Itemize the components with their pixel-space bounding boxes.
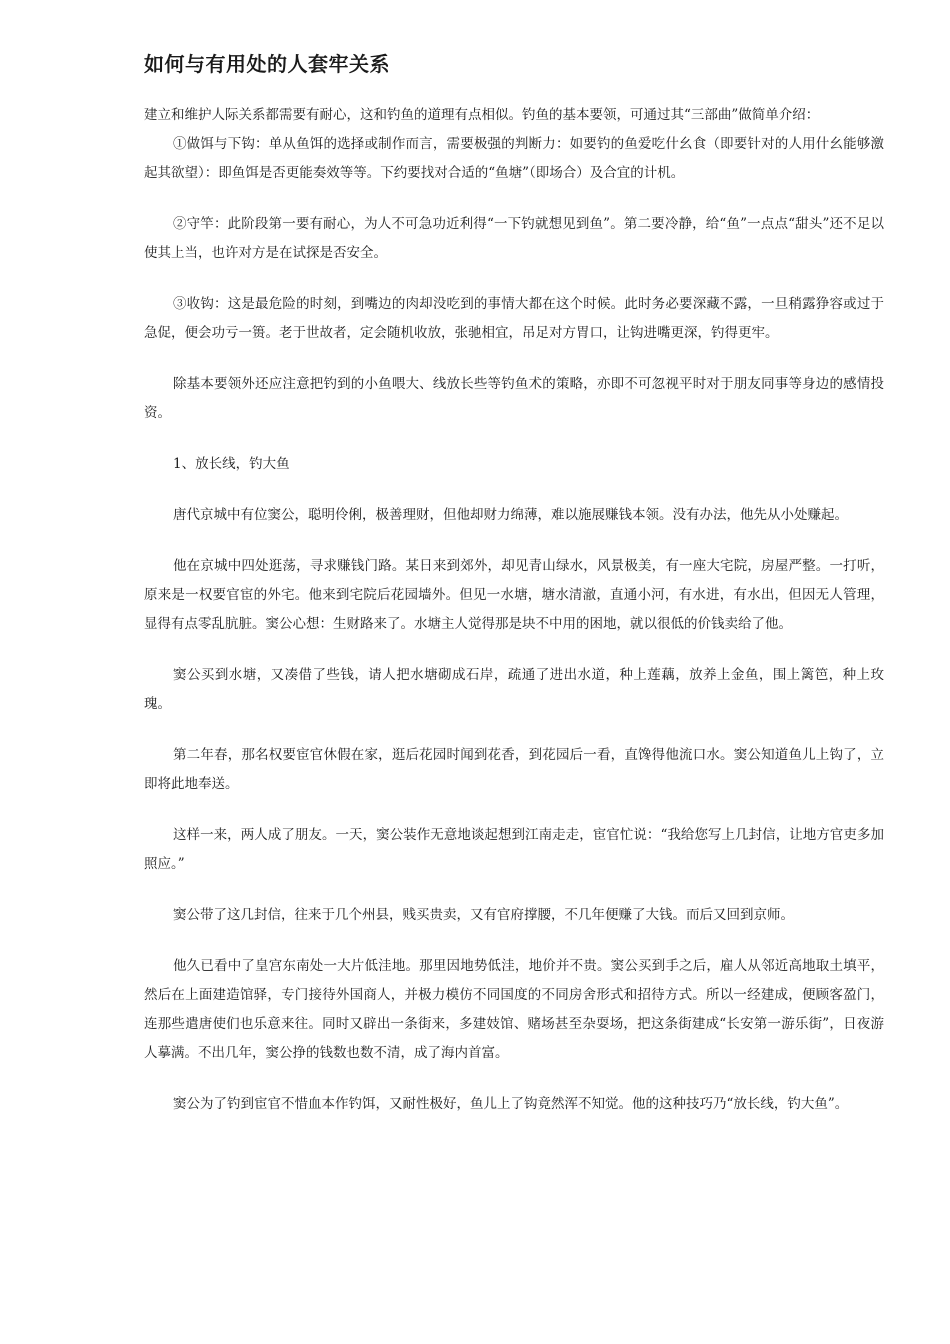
paragraph-step-1: ①做饵与下钩：单从鱼饵的选择或制作而言，需要极强的判断力：如要钓的鱼爱吃什幺食（即要针对的人用什幺能够激起其欲望）：即鱼饵是否更能奏效等等。下约要找对合适的“鱼塘”（即场合）及合宜的计机。 <box>144 136 884 181</box>
paragraph-step-3: ③收钩：这是最危险的时刻，到嘴边的肉却没吃到的事情大都在这个时候。此时务必要深藏不露，一旦稍露狰容或过于急促，便会功亏一篑。老于世故者，定会随机收放，张驰相宜，吊足对方胃口，让钩进嘴更深，钓得更牢。 <box>144 296 884 341</box>
paragraph-intro: 建立和维护人际关系都需要有耐心，这和钓鱼的道理有点相似。钓鱼的基本要领，可通过其“三部曲”做简单介绍： <box>144 107 820 123</box>
paragraph-story-4: 第二年春，那名权要宦官休假在家，逛后花园时闻到花香，到花园后一看，直馋得他流口水。窦公知道鱼儿上钩了，立即将此地奉送。 <box>144 747 884 792</box>
paragraph-story-1: 唐代京城中有位窦公，聪明伶俐，极善理财，但他却财力绵薄，难以施展赚钱本领。没有办法，他先从小处赚起。 <box>173 507 848 523</box>
paragraph-step-2: ②守竿：此阶段第一要有耐心，为人不可急功近利得“一下钓就想见到鱼”。第二要冷静，给“鱼”一点点“甜头”还不足以使其上当，也许对方是在试探是否安全。 <box>144 216 884 261</box>
paragraph-conclusion: 窦公为了钓到宦官不惜血本作钓饵，又耐性极好，鱼儿上了钩竟然浑不知觉。他的这种技巧乃“放长线，钓大鱼”。 <box>173 1096 849 1112</box>
paragraph-story-6: 窦公带了这几封信，往来于几个州县，贱买贵卖，又有官府撑腰，不几年便赚了大钱。而后又回到京师。 <box>173 907 794 923</box>
document-body <box>144 101 884 1119</box>
paragraph-strategy: 除基本要领外还应注意把钓到的小鱼喂大、线放长些等钓鱼术的策略，亦即不可忽视平时对于朋友同事等身边的感情投资。 <box>144 376 884 421</box>
paragraph-story-2: 他在京城中四处逛荡，寻求赚钱门路。某日来到郊外，却见青山绿水，风景极美，有一座大宅院，房屋严整。一打听，原来是一权要官宦的外宅。他来到宅院后花园墙外。但见一水塘，塘水清澈，直通小河，有水进，有水出，但因无人管理，显得有点零乱肮脏。窦公心想：生财路来了。水塘主人觉得那是块不中用的困地，就以很低的价钱卖给了他。 <box>144 558 884 632</box>
section-heading: 1、放长线，钓大鱼 <box>173 456 290 472</box>
paragraph-story-5: 这样一来，两人成了朋友。一天，窦公装作无意地谈起想到江南走走，宦官忙说：“我给您写上几封信，让地方官吏多加照应。” <box>144 827 884 872</box>
paragraph-story-3: 窦公买到水塘，又凑借了些钱，请人把水塘砌成石岸，疏通了进出水道，种上莲藕，放养上金鱼，围上篱笆，种上玫瑰。 <box>144 667 884 712</box>
paragraph-story-7: 他久已看中了皇宫东南处一大片低洼地。那里因地势低洼，地价并不贵。窦公买到手之后，雇人从邻近高地取土填平，然后在上面建造馆驿，专门接待外国商人，并极力模仿不同国度的不同房舍形式和招待方式。所以一经建成，便顾客盈门，连那些遣唐使们也乐意来往。同时又辟出一条街来，多建妓馆、赌场甚至杂耍场，把这条街建成“长安第一游乐街”，日夜游人摹满。不出几年，窦公挣的钱数也数不清，成了海内首富。 <box>144 958 884 1061</box>
document-title: 如何与有用处的人套牢关系 <box>144 52 390 76</box>
